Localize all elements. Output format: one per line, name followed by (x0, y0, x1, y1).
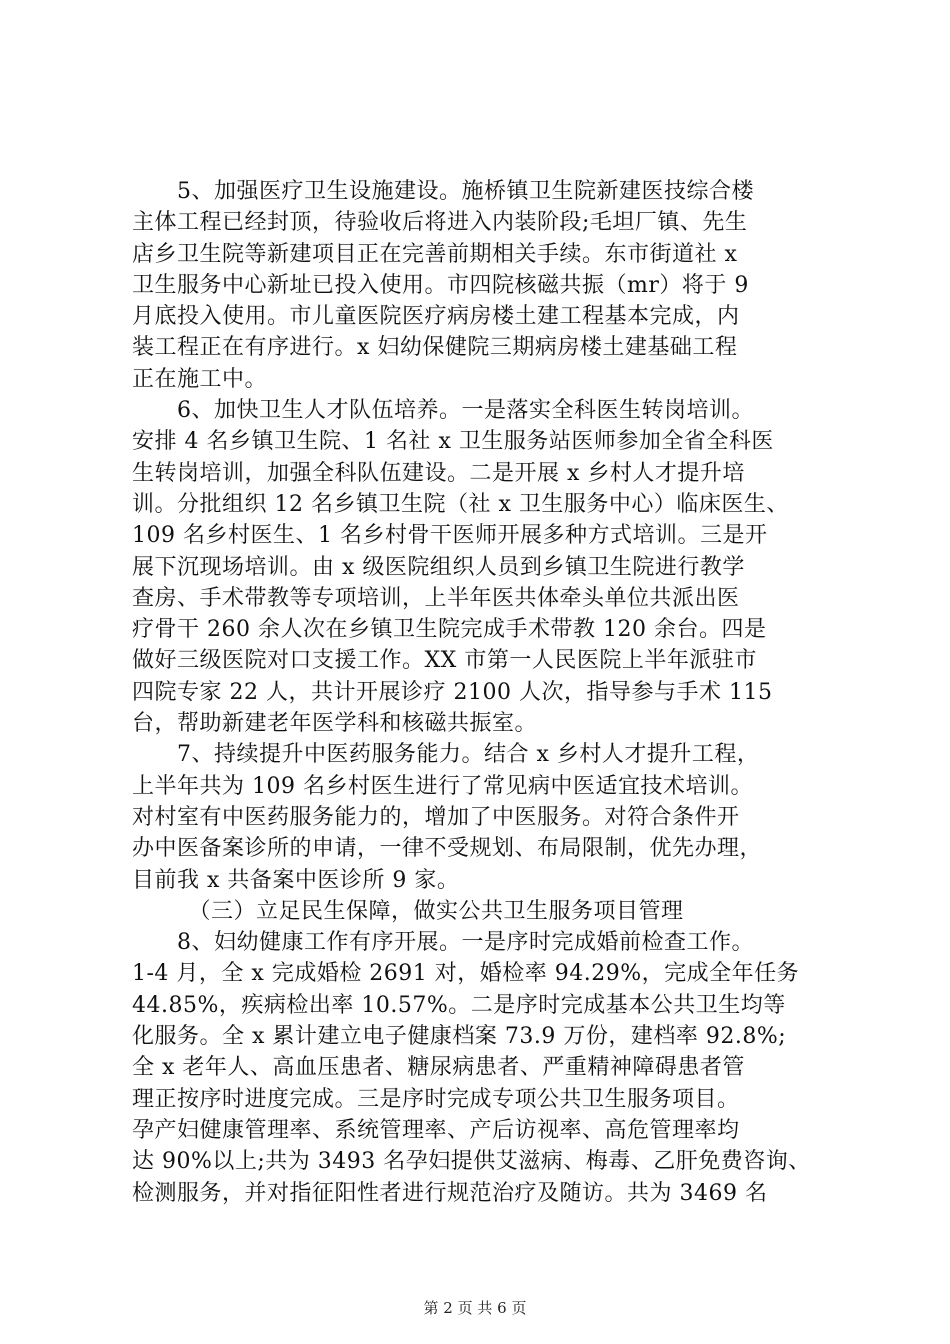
text-line: 办中医备案诊所的申请，一律不受规划、布局限制，优先办理， (132, 836, 763, 862)
text-line: 查房、手术带教等专项培训，上半年医共体牵头单位共派出医 (132, 585, 740, 611)
text-line: 109 名乡村医生、1 名乡村骨干医师开展多种方式培训。三是开 (132, 523, 768, 549)
text-line: 卫生服务中心新址已投入使用。市四院核磁共振（mr）将于 9 (132, 272, 749, 298)
text-line: 1-4 月，全 x 完成婚检 2691 对，婚检率 94.29%，完成全年任务 (132, 961, 800, 987)
body-text (132, 176, 828, 1209)
text-line: 44.85%，疾病检出率 10.57%。二是序时完成基本公共卫生均等 (132, 992, 786, 1018)
text-line: 主体工程已经封顶，待验收后将进入内装阶段;毛坦厂镇、先生 (132, 210, 748, 236)
text-line: 展下沉现场培训。由 x 级医院组织人员到乡镇卫生院进行教学 (132, 554, 745, 580)
text-line: 6、加快卫生人才队伍培养。一是落实全科医生转岗培训。 (132, 398, 754, 424)
text-line: 目前我 x 共备案中医诊所 9 家。 (132, 867, 460, 893)
text-line: 台，帮助新建老年医学科和核磁共振室。 (132, 711, 538, 737)
text-line: 疗骨干 260 余人次在乡镇卫生院完成手术带教 120 余台。四是 (132, 617, 767, 643)
page-footer: 第 2 页 共 6 页 (423, 1299, 527, 1317)
text-line: 理正按序时进度完成。三是序时完成专项公共卫生服务项目。 (132, 1086, 740, 1112)
text-line: 上半年共为 109 名乡村医生进行了常见病中医适宜技术培训。 (132, 773, 753, 799)
text-line: 店乡卫生院等新建项目正在完善前期相关手续。东市街道社 x (132, 241, 738, 267)
text-line: 生转岗培训，加强全科队伍建设。二是开展 x 乡村人才提升培 (132, 460, 745, 486)
text-line: 达 90%以上;共为 3493 名孕妇提供艾滋病、梅毒、乙肝免费咨询、 (132, 1149, 811, 1175)
text-line: 月底投入使用。市儿童医院医疗病房楼土建工程基本完成，内 (132, 304, 740, 330)
text-line: 5、加强医疗卫生设施建设。施桥镇卫生院新建医技综合楼 (132, 179, 754, 204)
text-line: 训。分批组织 12 名乡镇卫生院（社 x 卫生服务中心）临床医生、 (132, 491, 789, 517)
text-line: 化服务。全 x 累计建立电子健康档案 73.9 万份，建档率 92.8%; (132, 1024, 787, 1050)
text-line: 检测服务，并对指征阳性者进行规范治疗及随访。共为 3469 名 (132, 1180, 768, 1206)
text-line: 全 x 老年人、高血压患者、糖尿病患者、严重精神障碍患者管 (132, 1055, 745, 1081)
text-line: 安排 4 名乡镇卫生院、1 名社 x 卫生服务站医师参加全省全科医 (132, 429, 774, 455)
text-line: 装工程正在有序进行。x 妇幼保健院三期病房楼土建基础工程 (132, 335, 738, 361)
text-line: 孕产妇健康管理率、系统管理率、产后访视率、高危管理率均 (132, 1117, 740, 1143)
text-line: 7、持续提升中医药服务能力。结合 x 乡村人才提升工程， (132, 742, 760, 768)
text-line: 做好三级医院对口支援工作。XX 市第一人民医院上半年派驻市 (132, 648, 757, 674)
text-line: 8、妇幼健康工作有序开展。一是序时完成婚前检查工作。 (132, 930, 754, 956)
text-line: 正在施工中。 (132, 366, 268, 392)
section-heading: （三）立足民生保障，做实公共卫生服务项目管理 (132, 898, 684, 924)
text-line: 四院专家 22 人，共计开展诊疗 2100 人次，指导参与手术 115 (132, 679, 773, 705)
text-line: 对村室有中医药服务能力的，增加了中医服务。对符合条件开 (132, 804, 740, 830)
